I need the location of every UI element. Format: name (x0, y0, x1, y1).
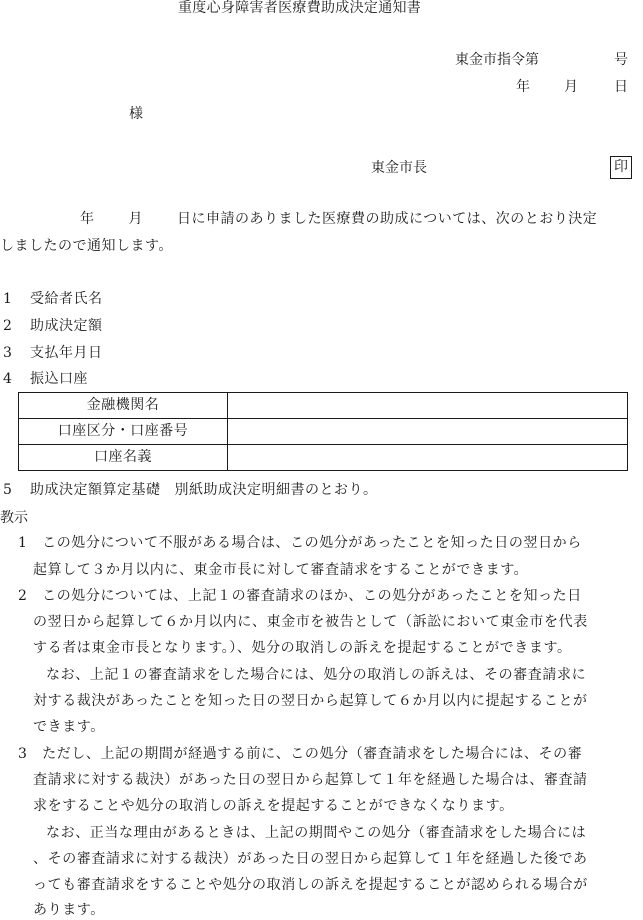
kyouji-line: 対する裁決があったことを知った日の翌日から起算して６か月以内に提起することが (33, 693, 588, 709)
date-year: 年 (516, 79, 530, 95)
seal-box: 印 (610, 156, 632, 179)
item-value: 別紙助成決定明細書のとおり。 (174, 482, 378, 498)
date-day: 日 (614, 79, 628, 95)
doc-number-prefix: 東金市指令第 (455, 52, 539, 68)
item-recipient-name (3, 289, 103, 309)
account-holder-value (228, 445, 628, 471)
recipient-honorific: 様 (129, 106, 143, 122)
kyouji-line: できます。 (33, 719, 105, 735)
intro-line-2: しましたので通知します。 (0, 238, 173, 254)
date-month: 月 (564, 79, 578, 95)
bank-account-table (18, 392, 628, 471)
item-amount (3, 316, 103, 336)
item-number: 2 (3, 318, 13, 334)
kyouji-line: 起算して３か月以内に、東金市長に対して審査請求をすることができます。 (33, 562, 529, 578)
kyouji-line: っても審査請求をすることや処分の取消しの訴えを提起することが認められる場合が (33, 877, 588, 893)
kyouji-line: 2 この処分については、上記１の審査請求のほか、この処分があったことを知った日 (18, 588, 582, 604)
account-type-number-label: 口座区分・口座番号 (19, 419, 228, 445)
item-number: 5 (3, 482, 13, 498)
kyouji-line: 3 ただし、上記の期間が経過する前に、この処分（審査請求をした場合には、その審 (18, 746, 583, 762)
item-label: 助成決定額 (30, 318, 103, 334)
intro-year: 年 (80, 211, 95, 227)
item-label: 振込口座 (30, 371, 88, 387)
kyouji-line: する者は東金市長となります。）、処分の取消しの訴えを提起することができます。 (33, 640, 572, 656)
kyouji-line: あります。 (33, 902, 105, 918)
bank-name-label: 金融機関名 (19, 393, 228, 419)
kyouji-line: 求をすることや処分の取消しの訴えを提起することができなくなります。 (33, 798, 514, 814)
table-row (19, 393, 628, 419)
item-payment-date (3, 343, 103, 363)
account-type-number-value (228, 419, 628, 445)
table-row (19, 445, 628, 471)
item-label: 受給者氏名 (30, 291, 103, 307)
kyouji-line: 1 この処分について不服がある場合は、この処分があったことを知った日の翌日から (18, 535, 582, 551)
table-row (19, 419, 628, 445)
bank-name-value (228, 393, 628, 419)
item-label: 支払年月日 (30, 345, 103, 361)
item-number: 1 (3, 291, 13, 307)
kyouji-line: 査請求に対する裁決）があった日の翌日から起算して１年を経過した場合は、審査請 (33, 772, 588, 788)
kyouji-heading: 教示 (0, 510, 28, 526)
kyouji-line: 、その審査請求に対する裁決）があった日の翌日から起算して１年を経過した後であ (33, 851, 588, 867)
intro-rest: 日に申請のありました医療費の助成については、次のとおり決定 (177, 211, 598, 227)
document-title: 重度心身障害者医療費助成決定通知書 (178, 0, 422, 16)
item-number: 3 (3, 345, 13, 361)
item-label: 助成決定額算定基礎 (30, 482, 161, 498)
item-calculation-basis (3, 480, 378, 500)
account-holder-label: 口座名義 (19, 445, 228, 471)
item-bank-account (3, 369, 88, 389)
doc-number-suffix: 号 (614, 52, 628, 68)
kyouji-line: なお、上記１の審査請求をした場合には、処分の取消しの訴えは、その審査請求に (46, 667, 587, 683)
intro-line-1 (80, 209, 597, 229)
intro-month: 月 (128, 211, 143, 227)
kyouji-line: なお、正当な理由があるときは、上記の期間やこの処分（審査請求をした場合には (46, 825, 587, 841)
sender-name: 東金市長 (371, 160, 427, 176)
item-number: 4 (3, 371, 13, 387)
kyouji-line: の翌日から起算して６か月以内に、東金市を被告として（訴訟において東金市を代表 (33, 614, 588, 630)
